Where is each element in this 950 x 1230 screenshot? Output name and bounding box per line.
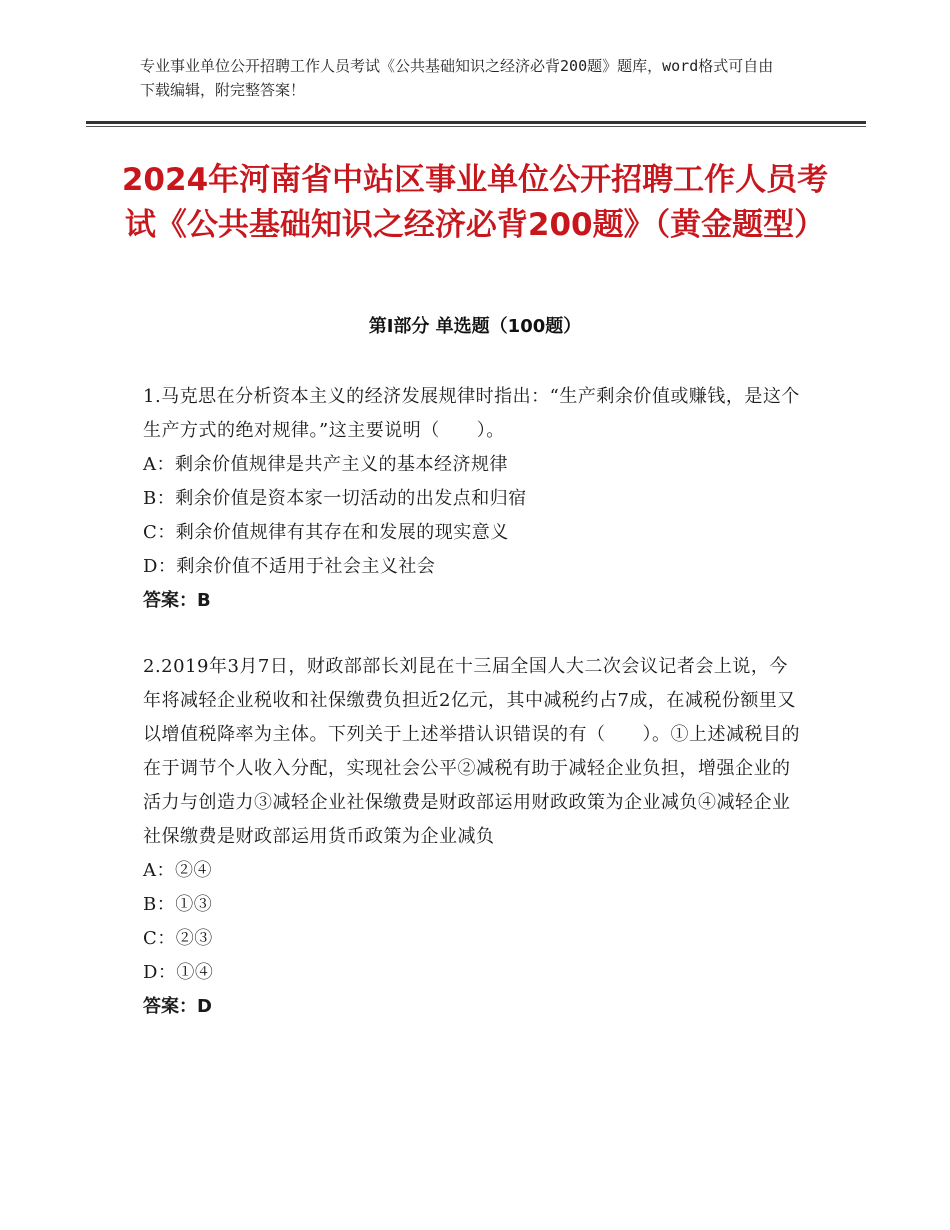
question-1 bbox=[143, 380, 803, 618]
option-b: B：①③ bbox=[143, 894, 213, 915]
question-list bbox=[143, 380, 803, 1024]
answer: 答案：D bbox=[143, 996, 212, 1017]
option-c: C：剩余价值规律有其存在和发展的现实意义 bbox=[143, 522, 509, 543]
document-title: 2024年河南省中站区事业单位公开招聘工作人员考试《公共基础知识之经济必背200题》（黄金题型） bbox=[121, 162, 829, 243]
question-stem: 2.2019年3月7日，财政部部长刘昆在十三届全国人大二次会议记者会上说，今年将减轻企业税收和社保缴费负担近2亿元，其中减税约占7成，在减税份额里又以增值税降率为主体。下列关于上述举措认识错误的有（ ）。①上述减税目的在于调节个人收入分配，实现社会公平②减税有助于减轻企业负担，增强企业的活力与创造力③减轻企业社保缴费是财政部运用财政政策为企业减负④减轻企业社保缴费是财政部运用货币政策为企业减负 bbox=[143, 656, 800, 847]
option-d: D：剩余价值不适用于社会主义社会 bbox=[143, 556, 436, 577]
header-note: 专业事业单位公开招聘工作人员考试《公共基础知识之经济必背200题》题库，word格式可自由下载编辑，附完整答案！ bbox=[140, 57, 774, 99]
option-a: A：剩余价值规律是共产主义的基本经济规律 bbox=[143, 454, 508, 475]
header-rule bbox=[86, 121, 866, 124]
option-a: A：②④ bbox=[143, 860, 212, 881]
option-b: B：剩余价值是资本家一切活动的出发点和归宿 bbox=[143, 488, 527, 509]
header-rule-thin bbox=[86, 126, 866, 127]
section-heading: 第Ⅰ部分 单选题（100题） bbox=[368, 316, 582, 337]
answer: 答案：B bbox=[143, 590, 211, 611]
option-c: C：②③ bbox=[143, 928, 213, 949]
question-stem: 1.马克思在分析资本主义的经济发展规律时指出：“生产剩余价值或赚钱，是这个生产方式的绝对规律。”这主要说明（ ）。 bbox=[143, 386, 800, 441]
option-d: D：①④ bbox=[143, 962, 214, 983]
question-2 bbox=[143, 650, 803, 1024]
